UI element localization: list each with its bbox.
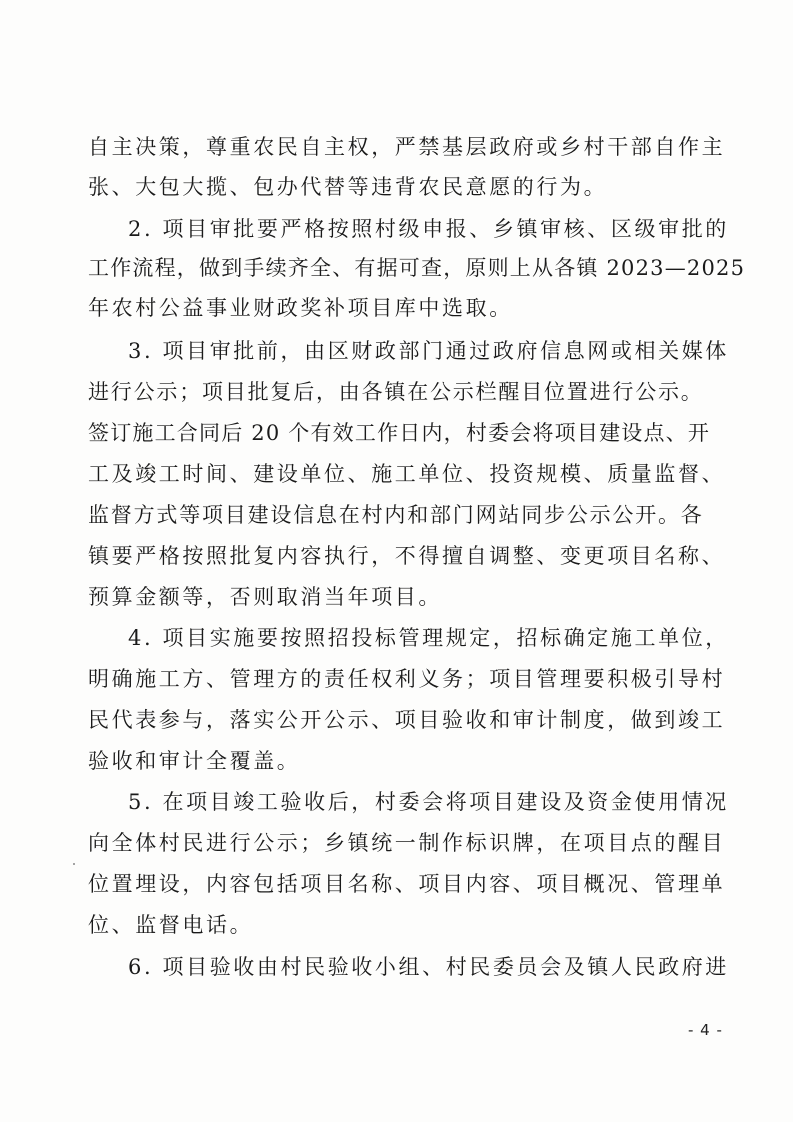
text-line: 监督方式等项目建设信息在村内和部门网站同步公示公开。各 (88, 503, 704, 527)
paragraph-3-start: 3. 项目审批前，由区财政部门通过政府信息网或相关媒体 (128, 339, 729, 363)
text-line: 预算金额等，否则取消当年项目。 (88, 585, 442, 609)
text-line: 镇要严格按照批复内容执行，不得擅自调整、变更项目名称、 (88, 544, 726, 568)
text-line: 位、监督电话。 (88, 913, 254, 937)
paragraph-5-start: 5. 在项目竣工验收后，村委会将项目建设及资金使用情况 (128, 790, 729, 814)
text-line: 工及竣工时间、建设单位、施工单位、投资规模、质量监督、 (88, 462, 726, 486)
paragraph-2-start: 2. 项目审批要严格按照村级申报、乡镇审核、区级审批的 (128, 217, 729, 241)
scan-speck (73, 863, 75, 865)
text-line: 签订施工合同后 20 个有效工作日内，村委会将项目建设点、开 (88, 421, 711, 445)
text-line: 年农村公益事业财政奖补项目库中选取。 (88, 296, 513, 320)
text-line: 自主决策，尊重农民自主权，严禁基层政府或乡村干部自作主 (88, 135, 726, 159)
text-line: 位置埋设，内容包括项目名称、项目内容、项目概况、管理单 (88, 872, 726, 896)
text-line: 验收和审计全覆盖。 (88, 749, 301, 773)
text-line: 进行公示；项目批复后，由各镇在公示栏醒目位置进行公示。 (88, 380, 704, 404)
text-line: 张、大包大揽、包办代替等违背农民意愿的行为。 (88, 175, 608, 199)
text-line: 民代表参与，落实公开公示、项目验收和审计制度，做到竣工 (88, 708, 726, 732)
text-line: 明确施工方、管理方的责任权利义务；项目管理要积极引导村 (88, 667, 726, 691)
paragraph-6-start: 6. 项目验收由村民验收小组、村民委员会及镇人民政府进 (128, 955, 729, 979)
text-line: 向全体村民进行公示；乡镇统一制作标识牌，在项目点的醒目 (88, 831, 726, 855)
paragraph-4-start: 4. 项目实施要按照招投标管理规定，招标确定施工单位， (128, 626, 729, 650)
text-line: 工作流程，做到手续齐全、有据可查，原则上从各镇 2023—2025 (88, 256, 746, 280)
page-number: - 4 - (688, 1021, 723, 1039)
